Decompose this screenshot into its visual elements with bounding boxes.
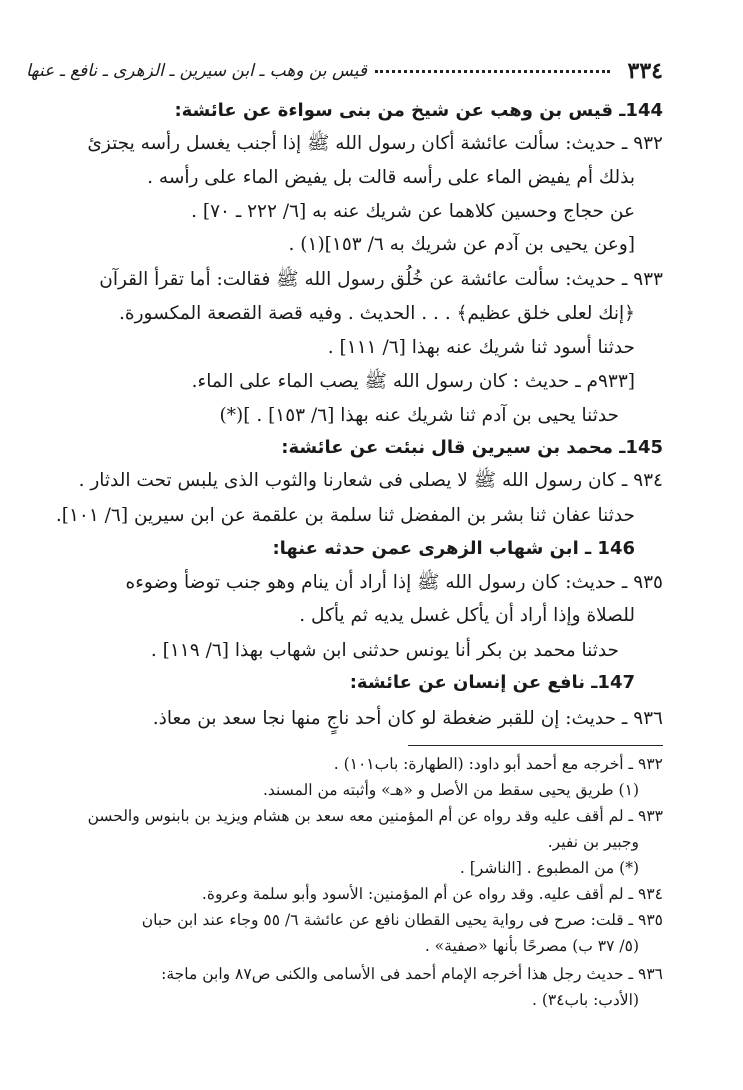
footnote-936: ٩٣٦ ـ حديث رجل هذا أخرجه الإمام أحمد فى الأسامى والكنى ص٨٧ وابن ماجة:: [161, 965, 663, 983]
footnote-933-cont: وجبير بن نفير.: [547, 833, 639, 851]
page-header: [26, 58, 663, 84]
hadith-933m-isnad: حدثنا يحيى بن آدم ثنا شريك عنه بهذا [٦/ ١٥٣] . ](*): [219, 405, 619, 426]
page-number: ٣٣٤: [627, 58, 663, 84]
section-heading-147: 147ـ نافع عن إنسان عن عائشة:: [349, 672, 635, 693]
hadith-932-line-2: بذلك أم يفيض الماء على رأسه قالت بل يفيض الماء على رأسه .: [147, 167, 635, 188]
hadith-935-line-2: للصلاة وإذا أراد أن يأكل غسل يديه ثم يأكل .: [299, 605, 635, 626]
footnote-936-cont: (الأدب: باب٣٤) .: [531, 991, 639, 1009]
footnote-935-cont: (٥/ ٣٧ ب) مصرحًا بأنها «صفية» .: [424, 937, 639, 955]
footnote-1: (١) طريق يحيى سقط من الأصل و «هـ» وأثبته من المسند.: [262, 781, 639, 799]
hadith-932-isnad: عن حجاج وحسين كلاهما عن شريك عنه به [٦/ ٢٢٢ ـ ٧٠] .: [191, 201, 635, 222]
footnote-asterisk: (*) من المطبوع . [الناشر] .: [459, 859, 639, 877]
hadith-932-isnad-2: [وعن يحيى بن آدم عن شريك به ٦/ ١٥٣](١) .: [288, 234, 635, 255]
footnote-934: ٩٣٤ ـ لم أقف عليه. وقد رواه عن أم المؤمنين: الأسود وأبو سلمة وعروة.: [201, 885, 663, 903]
section-heading-146: 146 ـ ابن شهاب الزهرى عمن حدثه عنها:: [272, 538, 635, 559]
footnote-932: ٩٣٢ ـ أخرجه مع أحمد أبو داود: (الطهارة: باب١٠١) .: [333, 755, 663, 773]
hadith-934-line-1: ٩٣٤ ـ كان رسول الله ﷺ لا يصلى فى شعارنا والثوب الذى يلبس تحت الدثار .: [78, 470, 663, 491]
footnote-separator: [408, 745, 663, 746]
hadith-933-line-1: ٩٣٣ ـ حديث: سألت عائشة عن خُلُق رسول الله ﷺ فقالت: أما تقرأ القرآن: [99, 269, 663, 290]
hadith-932-line-1: ٩٣٢ ـ حديث: سألت عائشة أكان رسول الله ﷺ إذا أجنب يغسل رأسه يجتزئ: [87, 133, 663, 154]
hadith-934-isnad: حدثنا عفان ثنا بشر بن المفضل ثنا سلمة بن علقمة عن ابن سيرين [٦/ ١٠١].: [55, 505, 635, 526]
hadith-936-line-1: ٩٣٦ ـ حديث: إن للقبر ضغطة لو كان أحد ناجٍ منها نجا سعد بن معاذ.: [152, 708, 663, 729]
hadith-935-line-1: ٩٣٥ ـ حديث: كان رسول الله ﷺ إذا أراد أن ينام وهو جنب توضأ وضوءه: [125, 572, 663, 593]
section-heading-145: 145ـ محمد بن سيرين قال نبئت عن عائشة:: [281, 437, 663, 458]
header-dotted-rule: [375, 70, 610, 73]
footnote-933: ٩٣٣ ـ لم أقف عليه وقد رواه عن أم المؤمنين معه سعد بن هشام ويزيد بن بابنوس والحسن: [87, 807, 663, 825]
hadith-933m-line-1: [٩٣٣م ـ حديث : كان رسول الله ﷺ يصب الماء على الماء.: [191, 371, 635, 392]
running-title: قيس بن وهب ـ ابن سيرين ـ الزهرى ـ نافع ـ عنها: [26, 61, 367, 81]
section-heading-144: 144ـ قيس بن وهب عن شيخ من بنى سواءة عن عائشة:: [174, 100, 663, 121]
hadith-933-isnad: حدثنا أسود ثنا شريك عنه بهذا [٦/ ١١١] .: [327, 337, 635, 358]
footnote-935: ٩٣٥ ـ قلت: صرح فى رواية يحيى القطان نافع عن عائشة ٦/ ٥٥ وجاء عند ابن حبان: [141, 911, 663, 929]
hadith-933-line-2: ﴿إنك لعلى خلق عظيم﴾ . . . الحديث . وفيه قصة القصعة المكسورة.: [119, 303, 635, 324]
hadith-935-isnad: حدثنا محمد بن بكر أنا يونس حدثنى ابن شهاب بهذا [٦/ ١١٩] .: [150, 640, 619, 661]
